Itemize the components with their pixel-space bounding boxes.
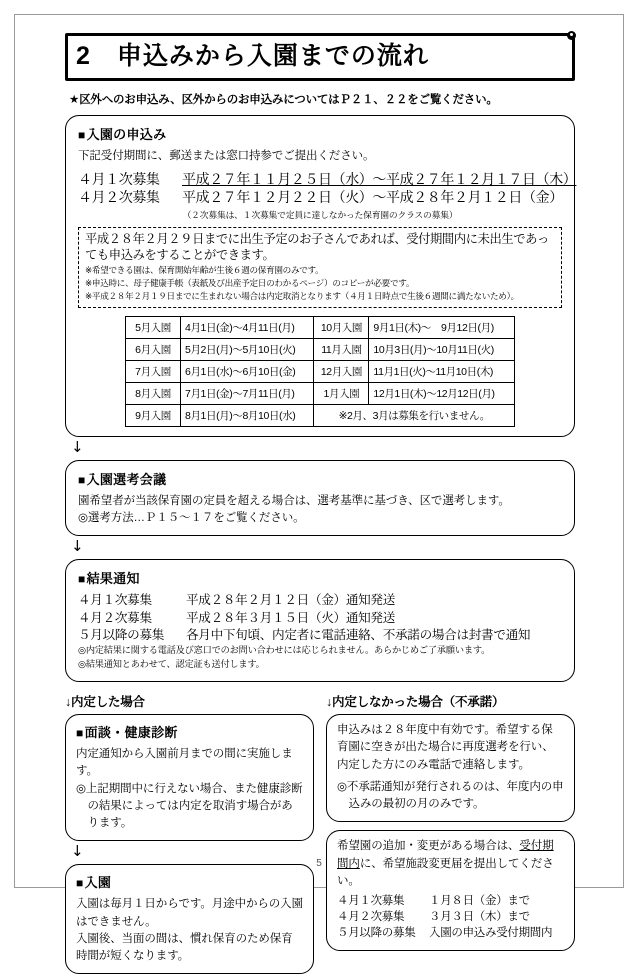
box-change-intro-b: に、希望施設変更届を提出してください。 [337, 857, 554, 887]
table-row [126, 360, 515, 382]
cell-left-month: 7月入園 [126, 360, 181, 382]
cell-right-range: 12月1日(木)～12月12日(月) [369, 382, 515, 404]
unborn-child-notice-item: ※平成２８年２月１９日までに生まれない場合は内定取消となります（４月１日時点で生後６週間に満たないため）。 [85, 290, 519, 301]
section-application [65, 115, 575, 437]
application-row [78, 188, 562, 206]
result-row-label: ４月１次募集 [78, 593, 152, 608]
cell-left-month: 8月入園 [126, 382, 181, 404]
box-admission [65, 864, 314, 974]
cell-left-range: 4月1日(金)～4月11日(月) [181, 316, 314, 338]
change-row-value: ３月３日（木）まで [429, 910, 530, 923]
change-row-label: ４月１次募集 [337, 895, 405, 908]
cell-left-range: 7月1日(金)～7月11日(月) [181, 382, 314, 404]
branch-right-heading: ↓内定しなかった場合（不承諾） [326, 695, 505, 710]
cell-right-month: 11月入園 [314, 338, 369, 360]
unborn-child-notice-item: ※希望できる園は、保育開始年齢が生後６週の保育園のみです。 [85, 264, 324, 275]
cell-right-month: 1月入園 [314, 382, 369, 404]
cell-right-month: 10月入園 [314, 316, 369, 338]
table-row [126, 382, 515, 404]
result-row [78, 592, 562, 609]
application-row-value: 平成２７年１１月２５日（水）～平成２７年１２月１７日（木） [182, 170, 577, 187]
result-note: ◎内定結果に関する電話及び窓口でのお問い合わせには応じられません。あらかじめご了承願います。 [78, 645, 491, 656]
application-row-label: ４月２次募集 [78, 189, 160, 206]
unborn-child-notice-item: ※申込時に、母子健康手帳（表紙及び出産予定日のわかるページ）のコピーが必要です。 [85, 277, 415, 288]
result-row-value: 各月中下旬頃、内定者に電話連絡、不承諾の場合は封書で通知 [186, 628, 531, 643]
document-page [14, 14, 624, 963]
application-row-label: ４月１次募集 [78, 170, 160, 187]
branch-left-heading: ↓内定した場合 [65, 695, 145, 710]
page-title: 2 申込みから入園までの流れ [76, 41, 429, 70]
branch-columns [65, 692, 575, 974]
unborn-child-notice [78, 227, 562, 308]
cell-no-recruitment-note: ※2月、3月は募集を行いません。 [314, 404, 515, 426]
cell-left-month: 6月入園 [126, 338, 181, 360]
application-subnote: （２次募集は、１次募集で定員に達しなかった保育園のクラスの募集） [182, 209, 458, 220]
box-pending-validity [326, 714, 575, 822]
flow-arrow-icon: ↓ [71, 842, 84, 861]
change-row [337, 894, 564, 910]
box-interview-health-line: ◎上記期間中に行えない場合、また健康診断の結果によっては内定を取消す場合があります。 [76, 782, 303, 830]
cell-left-month: 9月入園 [126, 404, 181, 426]
cell-right-range: 9月1日(木)～ 9月12日(月) [369, 316, 515, 338]
result-note: ◎結果通知とあわせて、認定証も送付します。 [78, 659, 265, 670]
change-row-value: １月８日（金）まで [429, 895, 530, 908]
box-admission-line: 入園後、当面の間は、慣れ保育のため保育時間が短くなります。 [76, 932, 293, 963]
cell-right-range: 10月3日(月)～10月11日(火) [369, 338, 515, 360]
section-selection [65, 460, 575, 536]
box-pending-line: ◎不承諾通知が発行されるのは、年度内の申込みの最初の月のみです。 [337, 780, 564, 811]
table-row [126, 338, 515, 360]
change-row-label: ５月以降の募集 [337, 926, 416, 939]
box-admission-line: 入園は毎月１日からです。月途中からの入園はできません。 [76, 898, 303, 928]
result-row [78, 610, 562, 627]
box-change-request [326, 830, 575, 950]
cell-left-month: 5月入園 [126, 316, 181, 338]
page-number: 5 [316, 858, 322, 869]
result-row-value: 平成２８年２月１２日（金）通知発送 [186, 593, 395, 608]
table-row [126, 316, 515, 338]
cell-left-range: 6月1日(水)～6月10日(金) [181, 360, 314, 382]
table-row [126, 404, 515, 426]
box-pending-line: 申込みは２８年度中有効です。希望する保育園に空きが出た場合に再度選考を行い、内定した方にのみ電話で連絡します。 [337, 724, 554, 771]
result-row [78, 627, 562, 644]
section-selection-line: 園希望者が当該保育園の定員を超える場合は、選考基準に基づき、区で選考します。 [78, 494, 510, 507]
application-row-value: 平成２７年１２月２２日（火）～平成２８年２月１２日（金） [182, 189, 563, 206]
box-interview-health [65, 714, 314, 841]
section-application-intro: 下記受付期間に、郵送または窓口持参でご提出ください。 [78, 150, 375, 162]
flow-arrow-icon: ↓ [71, 537, 84, 556]
result-row-label: ５月以降の募集 [78, 628, 165, 643]
section-selection-line: ◎選考方法…Ｐ１５～１７をご覧ください。 [78, 511, 305, 524]
branch-left-column [65, 692, 314, 974]
page-title-box [65, 33, 575, 81]
cell-left-range: 8月1日(月)～8月10日(水) [181, 404, 314, 426]
section-result-heading: ■ 結果通知 [78, 568, 562, 587]
box-change-intro-a: 希望園の追加・変更がある場合は、 [337, 840, 520, 853]
application-row [78, 170, 577, 188]
page-content [65, 33, 575, 974]
result-row-label: ４月２次募集 [78, 610, 152, 625]
change-row-label: ４月２次募集 [337, 910, 405, 923]
box-interview-health-heading: ■ 面談・健康診断 [76, 722, 303, 741]
admission-schedule-table [125, 316, 515, 427]
box-interview-health-line: 内定通知から入園前月までの間に実施します。 [76, 748, 293, 778]
change-row [337, 926, 564, 942]
cell-left-range: 5月2日(月)～5月10日(火) [181, 338, 314, 360]
section-application-heading: ■ 入園の申込み [78, 124, 562, 143]
box-admission-heading: ■ 入園 [76, 872, 303, 891]
star-note: ★区外へのお申込み、区外からのお申込みについてはＰ２１、２２をご覧ください。 [69, 94, 498, 106]
box-change-intro-underline: 受付期間内 [337, 840, 554, 870]
change-row-value: 入園の申込み受付期間内 [429, 926, 553, 939]
section-result [65, 559, 575, 682]
cell-right-month: 12月入園 [314, 360, 369, 382]
cell-right-range: 11月1日(火)～11月10日(木) [369, 360, 515, 382]
section-selection-heading: ■ 入園選考会議 [78, 469, 562, 488]
branch-right-column [326, 692, 575, 974]
unborn-child-notice-main: 平成２８年２月２９日までに出生予定のお子さんであれば、受付期間内に未出生であっても申込みをすることができます。 [85, 231, 549, 263]
title-corner-dot-icon [567, 31, 576, 40]
change-row [337, 910, 564, 926]
flow-arrow-icon: ↓ [71, 437, 84, 456]
result-row-value: 平成２８年３月１５日（火）通知発送 [186, 610, 395, 625]
page-title-block [65, 33, 575, 81]
